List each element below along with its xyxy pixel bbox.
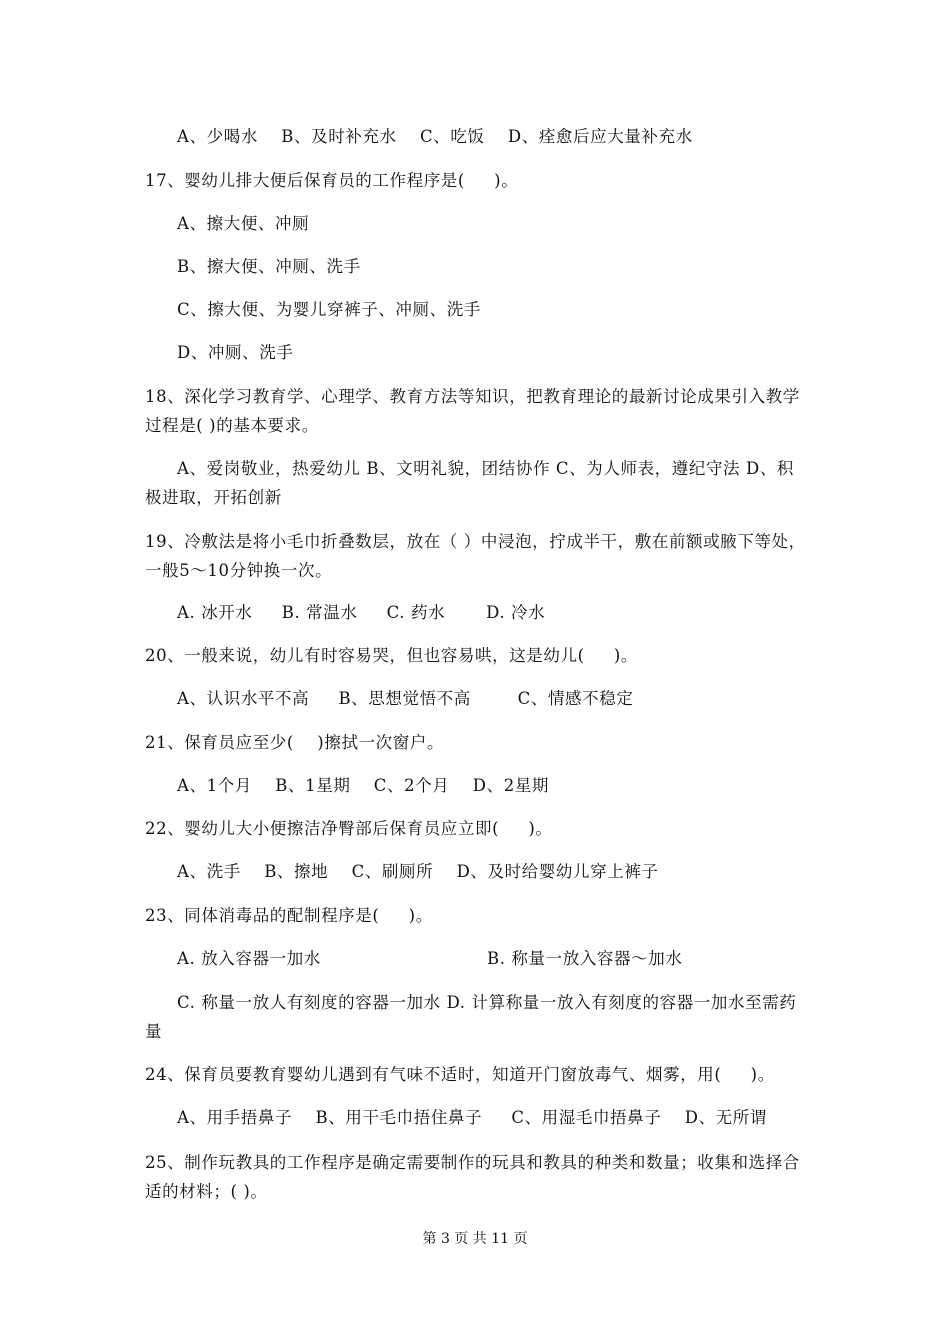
- q16-options: A、少喝水 B、及时补充水 C、吃饭 D、痊愈后应大量补充水: [177, 127, 693, 146]
- q23-options-cd: C. 称量一放人有刻度的容器一加水 D. 计算称量一放入有刻度的容器一加水至需药量: [145, 993, 797, 1041]
- question-20: 20、一般来说，幼儿有时容易哭，但也容易哄，这是幼儿( )。: [145, 646, 638, 665]
- question-22: 22、婴幼儿大小便擦洁净臀部后保育员应立即( )。: [145, 819, 553, 838]
- q22-options: A、洗手 B、擦地 C、刷厕所 D、及时给婴幼儿穿上裤子: [177, 862, 659, 881]
- q19-options: A. 冰开水 B. 常温水 C. 药水 D. 冷水: [177, 603, 546, 622]
- page-footer: 第 3 页 共 11 页: [422, 1231, 528, 1247]
- q20-options: A、认识水平不高 B、思想觉悟不高 C、情感不稳定: [177, 689, 634, 708]
- question-18: 18、深化学习教育学、心理学、教育方法等知识，把教育理论的最新讨论成果引入教学过程是( )的基本要求。: [145, 387, 800, 435]
- q24-options: A、用手捂鼻子 B、用干毛巾捂住鼻子 C、用湿毛巾捂鼻子 D、无所谓: [177, 1108, 767, 1127]
- q23-option-a: A. 放入容器一加水: [177, 949, 321, 968]
- q18-options: A、爱岗敬业，热爱幼儿 B、文明礼貌，团结协作 C、为人师表，遵纪守法 D、积极进取，开拓创新: [145, 459, 795, 507]
- question-21: 21、保育员应至少( )擦拭一次窗户。: [145, 733, 445, 752]
- question-25: 25、制作玩教具的工作程序是确定需要制作的玩具和教具的种类和数量；收集和选择合适的材料；( )。: [145, 1153, 800, 1201]
- q17-option-a: A、擦大便、冲厕: [177, 214, 310, 233]
- q23-option-b: B. 称量一放入容器～加水: [487, 949, 683, 968]
- question-17: 17、婴幼儿排大便后保育员的工作程序是( )。: [145, 171, 519, 190]
- question-23: 23、同体消毒品的配制程序是( )。: [145, 906, 433, 925]
- q21-options: A、1个月 B、1星期 C、2个月 D、2星期: [177, 776, 550, 795]
- q17-option-c: C、擦大便、为婴儿穿裤子、冲厕、洗手: [177, 300, 481, 319]
- question-19: 19、冷敷法是将小毛巾折叠数层，放在（ ）中浸泡，拧成半干，敷在前额或腋下等处，一般5～10分钟换一次。: [145, 532, 806, 580]
- question-24: 24、保育员要教育婴幼儿遇到有气味不适时，知道开门窗放毒气、烟雾，用( )。: [145, 1065, 775, 1084]
- q17-option-d: D、冲厕、洗手: [177, 343, 294, 362]
- q17-option-b: B、擦大便、冲厕、洗手: [177, 257, 361, 276]
